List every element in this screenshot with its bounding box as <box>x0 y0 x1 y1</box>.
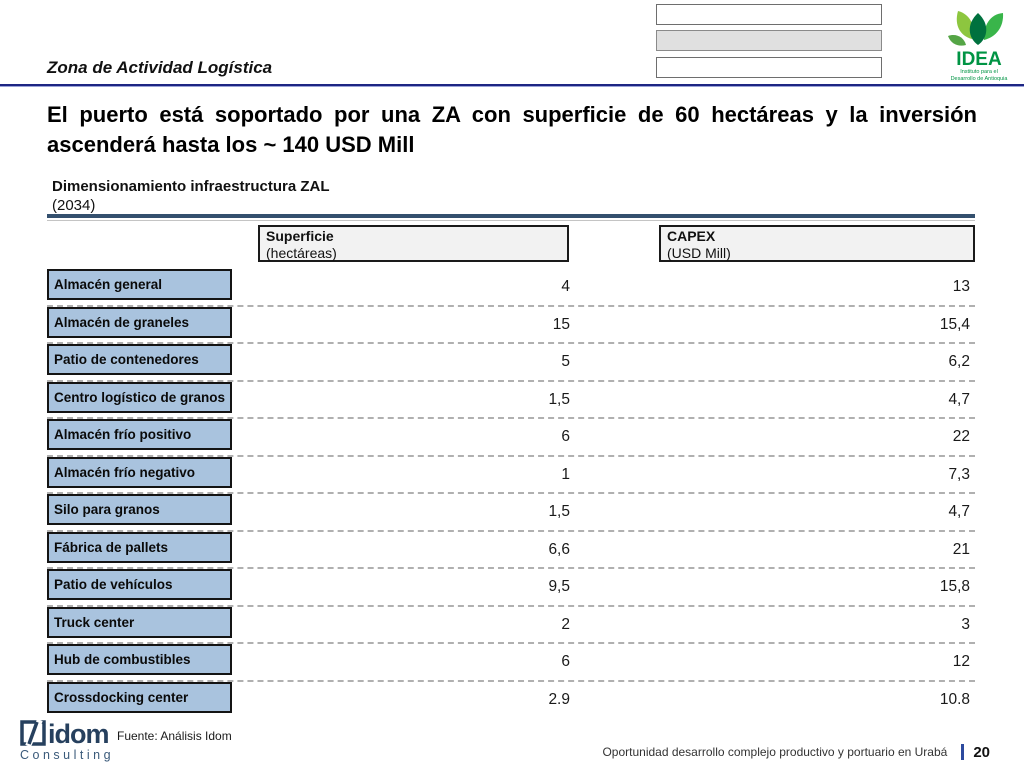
capex-value: 22 <box>952 428 970 445</box>
row-label: Silo para granos <box>47 494 232 525</box>
capex-value: 4,7 <box>948 503 970 520</box>
superficie-value: 9,5 <box>548 578 570 595</box>
superficie-value: 5 <box>561 353 570 370</box>
column-header-superficie <box>258 225 569 262</box>
superficie-value: 6 <box>561 428 570 445</box>
table-row <box>47 532 975 570</box>
row-label: Crossdocking center <box>47 682 232 713</box>
row-label: Fábrica de pallets <box>47 532 232 563</box>
capex-value: 7,3 <box>948 465 970 483</box>
capex-value: 15,8 <box>939 578 970 595</box>
idea-logo-subtext-2: Desarrollo de Antioquia <box>950 76 1008 82</box>
row-label: Hub de combustibles <box>47 644 232 675</box>
superficie-value: 6,6 <box>548 540 570 558</box>
table-row <box>47 682 975 720</box>
table-row <box>47 419 975 457</box>
exhibit-divider <box>47 214 975 221</box>
superficie-value: 1,5 <box>548 503 570 520</box>
row-label: Truck center <box>47 607 232 638</box>
capex-value: 12 <box>952 653 970 670</box>
superficie-value: 15 <box>552 315 570 333</box>
capex-value: 13 <box>952 278 970 295</box>
exhibit-year: (2034) <box>52 197 96 214</box>
table-row <box>47 644 975 682</box>
superficie-value: 2 <box>561 615 570 633</box>
section-title: Zona de Actividad Logística <box>47 58 273 77</box>
capex-value: 21 <box>952 540 970 558</box>
table-row <box>47 382 975 420</box>
capex-value: 10.8 <box>939 690 970 708</box>
idea-plant-icon <box>948 11 1003 46</box>
table-row <box>47 307 975 345</box>
capex-value: 3 <box>961 615 970 633</box>
superficie-value: 2.9 <box>548 690 570 708</box>
table-row <box>47 569 975 607</box>
table-row <box>47 344 975 382</box>
row-label: Patio de contenedores <box>47 344 232 375</box>
idom-logo <box>20 720 130 762</box>
idea-logo-subtext-1: Instituto para el <box>960 69 998 75</box>
superficie-value: 4 <box>561 278 570 295</box>
idom-logo-tagline: Consulting <box>20 748 115 762</box>
capex-value: 4,7 <box>948 390 970 408</box>
row-label: Almacén frío negativo <box>47 457 232 488</box>
table-rows <box>47 269 975 719</box>
header-placeholder-box-3 <box>656 57 882 78</box>
row-label: Almacén de graneles <box>47 307 232 338</box>
capex-value: 15,4 <box>939 315 970 333</box>
slide-headline: El puerto está soportado por una ZA con superficie de 60 hectáreas y la inversión ascenderá hasta los ~ 140 USD Mill <box>47 102 977 157</box>
row-label: Almacén general <box>47 269 232 300</box>
idom-logo-icon <box>20 720 46 746</box>
superficie-value: 1 <box>561 465 570 483</box>
idom-logo-name: idom <box>48 719 109 749</box>
column-unit: (USD Mill) <box>667 245 731 261</box>
column-label: CAPEX <box>667 228 716 244</box>
exhibit-heading <box>52 177 330 215</box>
header-placeholder-box-1 <box>656 4 882 25</box>
column-headers <box>47 225 975 263</box>
report-title: Oportunidad desarrollo complejo productivo y portuario en Urabá <box>602 745 948 759</box>
table-row <box>47 494 975 532</box>
column-label: Superficie <box>266 228 334 244</box>
idea-logo <box>938 3 1020 88</box>
row-label: Patio de vehículos <box>47 569 232 600</box>
exhibit-title: Dimensionamiento infraestructura ZAL <box>52 178 330 195</box>
source-note: Fuente: Análisis Idom <box>117 729 232 743</box>
page-number: 20 <box>973 743 990 761</box>
header-placeholder-box-2 <box>656 30 882 51</box>
column-header-capex <box>659 225 975 262</box>
idea-logo-text: IDEA <box>956 49 1002 70</box>
header-rule <box>0 84 1024 87</box>
row-label: Centro logístico de granos <box>47 382 232 413</box>
superficie-value: 1,5 <box>548 390 570 408</box>
row-label: Almacén frío positivo <box>47 419 232 450</box>
footer-divider-bar <box>961 744 964 760</box>
superficie-value: 6 <box>561 653 570 670</box>
column-unit: (hectáreas) <box>266 245 337 261</box>
table-row <box>47 607 975 645</box>
capex-value: 6,2 <box>948 353 970 370</box>
table-row <box>47 269 975 307</box>
table-row <box>47 457 975 495</box>
footer-right <box>602 742 990 762</box>
